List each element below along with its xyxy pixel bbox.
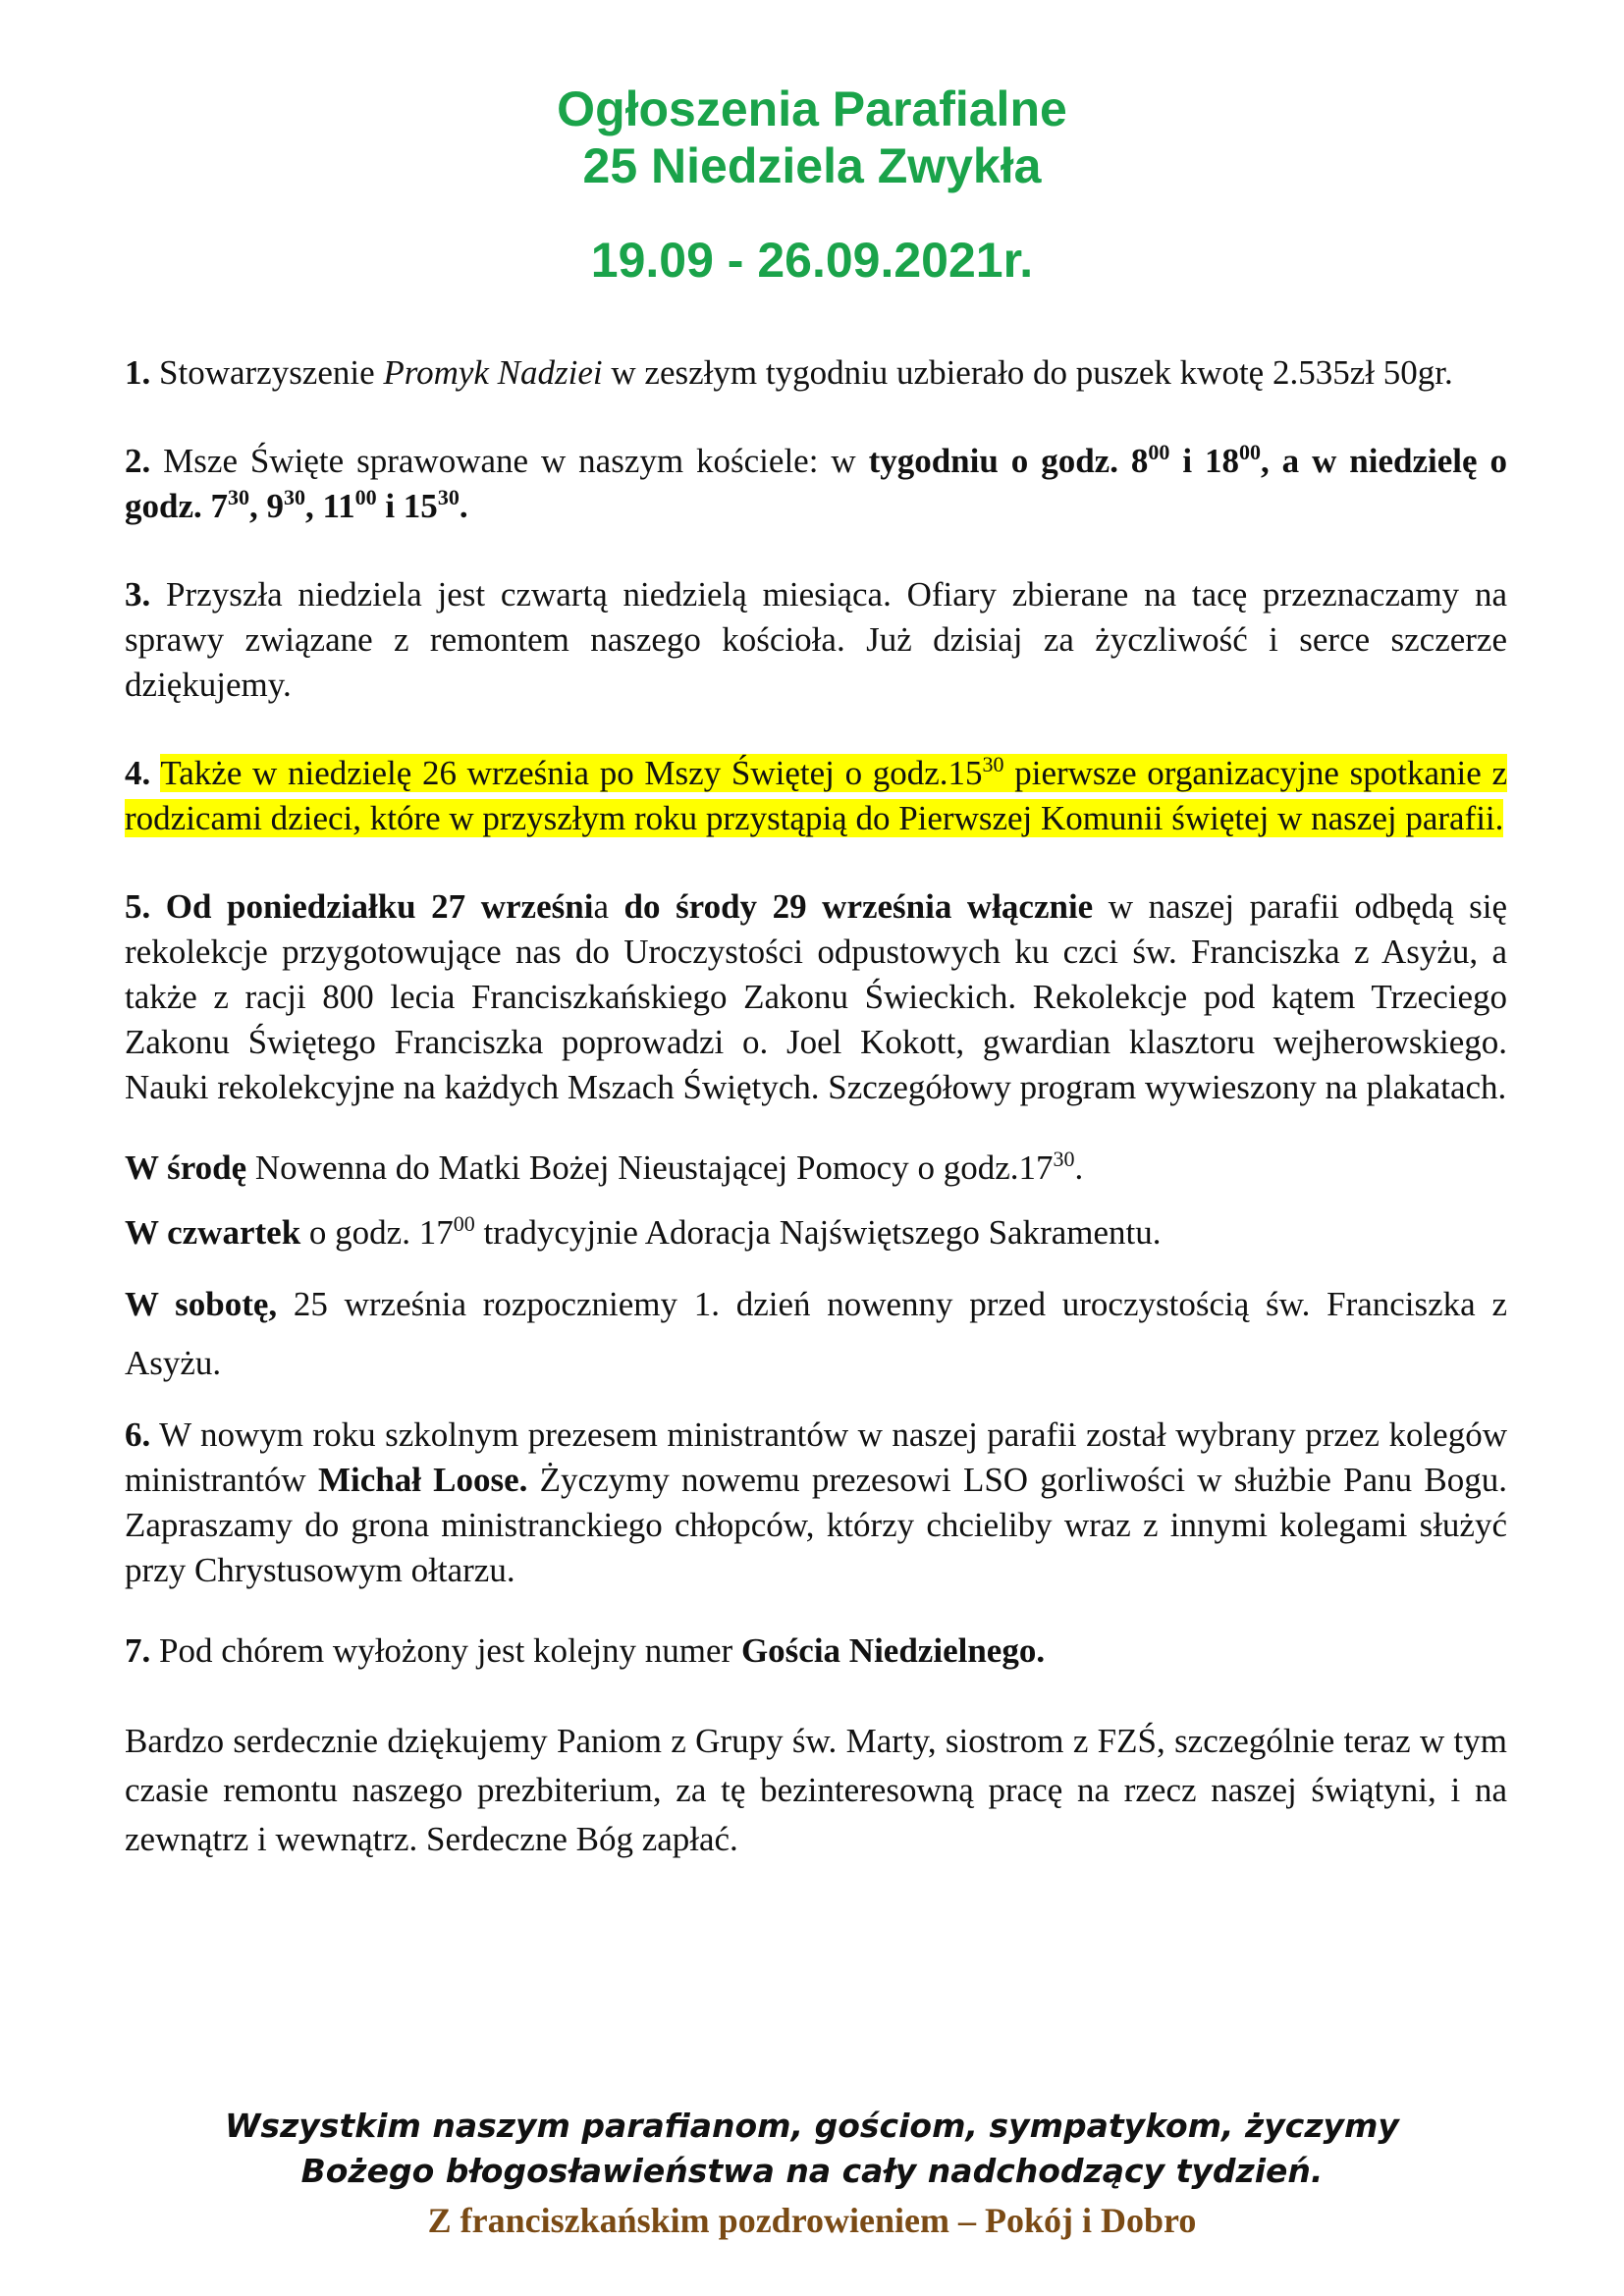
thursday-note: W czwartek o godz. $17^{00}$ tradycyjnie Adoracja Najświętszego Sakramentu. [125, 1211, 1162, 1252]
thanks-paragraph: Bardzo serdecznie dziękujemy Paniom z Grupy św. Marty, siostrom z FZŚ, szczególnie teraz w tym czasie remontu naszego prezbiterium, za tę bezinteresowną pracę na rzecz naszej świątyni, i na zewnątrz i wewnątrz. Serdeczne Bóg zapłać. [125, 1722, 1507, 1858]
date-range: 19.09 - 26.09.2021r. [590, 233, 1034, 288]
person-name: Michał Loose. [317, 1461, 528, 1499]
announcement-4 [125, 751, 1507, 841]
highlighted-text: Także w niedzielę 26 września po Mszy Świętej o $godz.15^{30}$ pierwsze organizacyjne spotkanie z rodzicami dzieci, które w przyszłym roku przystąpią do Pierwszej Komunii świętej w naszej parafii. [125, 752, 1507, 837]
page-title: Ogłoszenia Parafialne [557, 81, 1067, 136]
page-subtitle: 25 Niedziela Zwykła [582, 138, 1042, 193]
item-number: 1. [125, 353, 151, 392]
magazine-name: Gościa Niedzielnego. [740, 1631, 1046, 1670]
closing-wishes [0, 2104, 1624, 2194]
item-number: 2. [125, 442, 151, 480]
item-number: 5. [125, 887, 151, 926]
announcements [125, 350, 1507, 1864]
wishes-line-1: Wszystkim naszym parafianom, gościom, sympatykom, życzymy [225, 2107, 1399, 2145]
saturday-note: W sobotę, 25 września rozpoczniemy 1. dzień nowenny przed uroczystością św. Franciszka z Asyżu. [125, 1285, 1507, 1382]
header [0, 80, 1624, 289]
announcement-5: 5. Od poniedziałku 27 września do środy 29 września włącznie w naszej parafii odbędą się rekolekcje przygotowujące nas do Uroczystości odpustowych ku czci św. Franciszka z Asyżu, a także z racji 800 lecia Franciszkańskiego Zakonu Świeckich. Rekolekcje pod kątem Trzeciego Zakonu Świętego Franciszka poprowadzi o. Joel Kokott, gwardian klasztoru wejherowskiego. Nauki rekolekcyjne na każdych Mszach Świętych. Szczegółowy program wywieszony na plakatach. [125, 887, 1508, 1106]
mass-times: tygodniu o godz. $8^{00}$ i $18^{00}$, a w niedzielę o godz. $7^{30}$, $9^{30}$, $11^{00}$ i $15^{30}$. [125, 440, 1507, 525]
announcement-1: 1. Stowarzyszenie Promyk Nadziei w zeszłym tygodniu uzbierało do puszek kwotę 2.535zł 50gr. [125, 353, 1453, 392]
signoff: Z franciszkańskim pozdrowieniem – Pokój i Dobro [427, 2201, 1197, 2240]
item-number: 6. [125, 1415, 151, 1454]
item-number: 7. [125, 1631, 151, 1670]
announcement-7: 7. Pod chórem wyłożony jest kolejny numer Gościa Niedzielnego. [125, 1631, 1046, 1670]
announcement-6: 6. W nowym roku szkolnym prezesem ministrantów w naszej parafii został wybrany przez kolegów ministrantów Michał Loose. Życzymy nowemu prezesowi LSO gorliwości w służbie Panu Bogu. Zapraszamy do grona ministranckiego chłopców, którzy chcieliby wraz z innymi kolegami służyć przy Chrystusowym ołtarzu. [125, 1415, 1507, 1589]
wednesday-note: W środę Nowenna do Matki Bożej Nieustającej Pomocy o $godz.17^{30}$. [125, 1147, 1084, 1187]
announcement-3: 3. Przyszła niedziela jest czwartą niedzielą miesiąca. Ofiary zbierane na tacę przeznaczamy na sprawy związane z remontem naszego kościoła. Już dzisiaj za życzliwość i serce szczerze dziękujemy. [125, 575, 1507, 704]
item-number: 4. [125, 754, 151, 792]
organization-name: Promyk Nadziei [383, 353, 603, 392]
wishes-line-2: Bożego błogosławieństwa na cały nadchodzący tydzień. [300, 2152, 1324, 2190]
announcement-2: 2. Msze Święte sprawowane w naszym kościele: w tygodniu o godz. $8^{00}$ i $18^{00}$, a w niedzielę o godz. $7^{30}$, $9^{30}$, $11^{00}$ i $15^{30}$. [125, 440, 1507, 525]
item-number: 3. [125, 575, 151, 614]
